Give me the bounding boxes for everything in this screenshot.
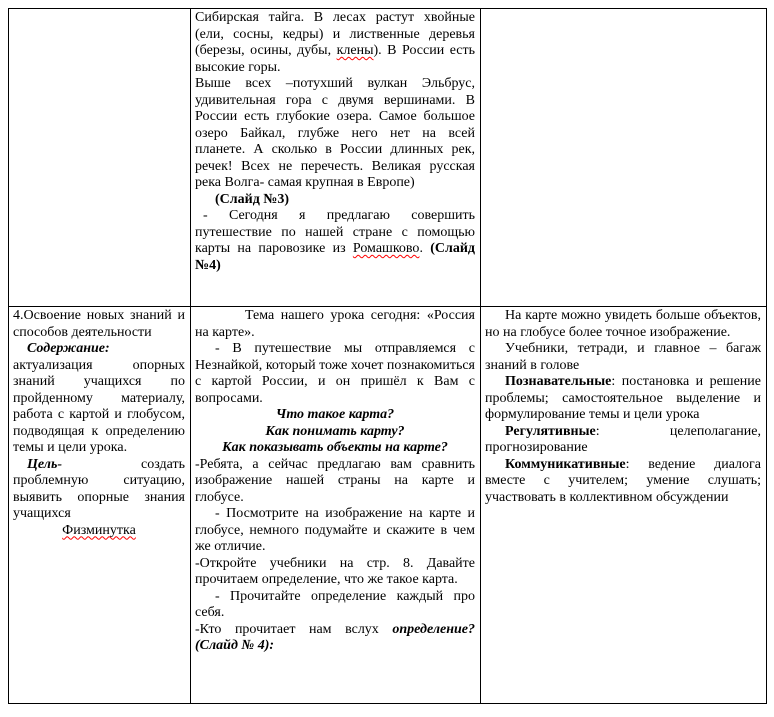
paragraph xyxy=(195,440,475,457)
text-run: Цель- xyxy=(27,456,62,472)
text-run: - В путешествие мы отправляемся с Незнайкой, который тоже хочет познакомиться с картой России, и он пришёл к Вам с вопросами. xyxy=(195,341,475,406)
paragraph xyxy=(195,589,475,622)
text-run: : целеполагание, прогнозирование xyxy=(485,423,761,455)
paragraph xyxy=(485,308,761,341)
text-run: -Откройте учебники на стр. 8. Давайте прочитаем определение, что же такое карта. xyxy=(195,555,475,587)
cell-r1c3 xyxy=(481,9,767,307)
paragraph xyxy=(195,622,475,655)
lesson-plan-table xyxy=(8,8,767,704)
paragraph xyxy=(485,424,761,457)
paragraph xyxy=(485,341,761,374)
text-run: Учебники, тетради, и главное – багаж знаний в голове xyxy=(485,341,761,373)
text-run: Сибирская тайга. В лесах растут хвойные (ели, сосны, кедры) и лиственные деревья (березы, осины, дубы, xyxy=(195,10,475,58)
paragraph xyxy=(195,208,475,274)
paragraph xyxy=(195,556,475,589)
misspelled-word: клены xyxy=(336,43,374,58)
text-run: ). В России есть высокие горы. xyxy=(195,43,476,75)
text-run: На карте можно увидеть больше объектов, но на глобусе более точное изображение. xyxy=(485,308,761,340)
cell-r2c3 xyxy=(481,307,767,704)
paragraph xyxy=(13,341,185,457)
text-run: Что такое карта? xyxy=(275,407,395,422)
text-run: 4.Освоение новых знаний и способов деятельности xyxy=(13,308,185,340)
paragraph xyxy=(485,374,761,424)
text-run: -Кто прочитает нам вслух xyxy=(195,621,393,637)
text-run: Тема нашего урока сегодня: «Россия на карте». xyxy=(195,308,475,340)
text-run: Регулятивные xyxy=(505,423,596,439)
text-run: : ведение диалога вместе с учителем; умение слушать; участвовать в коллективном обсуждении xyxy=(485,456,761,505)
paragraph xyxy=(485,457,761,507)
text-run: Как понимать карту? xyxy=(265,423,405,439)
text-run: создать проблемную ситуацию, выявить опорные знания учащихся xyxy=(13,456,185,521)
table-row-1 xyxy=(9,9,767,307)
text-run: : постановка и решение проблемы; самостоятельное выделение и формулирование темы и цели урока xyxy=(485,374,761,422)
paragraph xyxy=(195,457,475,507)
text-run: актуализация опорных знаний учащихся по пройденному материалу, работа с картой и глобусом, подводящая к определению темы и цели урока. xyxy=(13,357,185,455)
text-run: Познавательные xyxy=(505,374,612,389)
text-run: - Посмотрите на изображение на карте и глобусе, немного подумайте и скажите в чем же отличие. xyxy=(195,506,475,554)
text-run: Коммуникативные xyxy=(505,456,626,472)
paragraph xyxy=(13,457,185,523)
text-run: - Прочитайте определение каждый про себя. xyxy=(195,588,475,620)
misspelled-word: Физминутка xyxy=(62,522,136,538)
paragraph xyxy=(195,407,475,424)
text-run: - Сегодня я предлагаю совершить путешествие по нашей стране с помощью карты на паровозике из xyxy=(195,208,475,256)
cell-r1c2 xyxy=(191,9,481,307)
text-run: (Слайд №3) xyxy=(215,191,290,207)
text-run: (Слайд №4) xyxy=(195,241,475,273)
table-row-2 xyxy=(9,307,767,704)
cell-r1c1 xyxy=(9,9,191,307)
paragraph xyxy=(195,308,475,341)
paragraph xyxy=(195,506,475,556)
cell-r2c1 xyxy=(9,307,191,704)
text-run: Содержание: xyxy=(27,341,110,356)
text-run: Выше всех –потухший вулкан Эльбрус, удивительная гора с двумя вершинами. В России есть глубокие озера. Самое большое озеро Байкал, глубже него нет на всей планете. А сколько в России длинных рек, речек! Всех не перечесть. Великая русская река Волга- самая крупная в Европе) xyxy=(195,76,475,190)
text-run: . xyxy=(419,241,431,256)
misspelled-word: Ромашково xyxy=(352,241,420,256)
cell-r2c2 xyxy=(191,307,481,704)
paragraph xyxy=(13,523,185,540)
paragraph xyxy=(195,424,475,441)
paragraph xyxy=(195,76,475,192)
paragraph xyxy=(195,10,475,76)
text-run: определение? (Слайд № 4): xyxy=(195,621,475,653)
text-run: Как показывать объекты на карте? xyxy=(222,440,448,455)
paragraph xyxy=(13,308,185,341)
paragraph xyxy=(195,192,475,209)
paragraph xyxy=(195,341,475,407)
text-run: -Ребята, а сейчас предлагаю вам сравнить изображение нашей страны на карте и глобусе. xyxy=(195,456,475,505)
